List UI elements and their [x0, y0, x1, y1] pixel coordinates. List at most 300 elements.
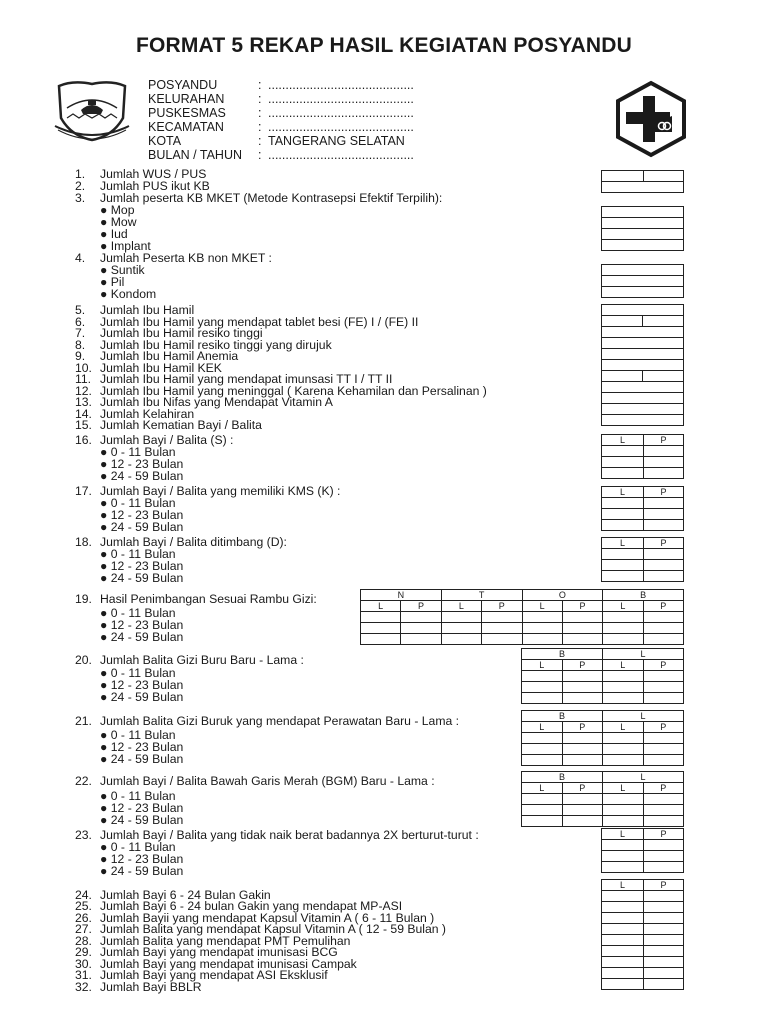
- item-number: 27.: [75, 922, 92, 936]
- item-number: 16.: [75, 433, 92, 447]
- bullet-icon: ●: [100, 789, 108, 803]
- field-label: KELURAHAN: [148, 92, 225, 106]
- item-number: 4.: [75, 251, 86, 265]
- field-label: KOTA: [148, 134, 182, 148]
- col-header-t: T: [441, 590, 522, 601]
- cell[interactable]: [644, 560, 684, 571]
- item-text: Hasil Penimbangan Sesuai Rambu Gizi:: [100, 592, 317, 606]
- sub-item-label: Pil: [110, 275, 125, 289]
- item-text: Jumlah Bayi / Balita yang tidak naik berat badannya 2X berturut-turut :: [100, 828, 479, 842]
- sub-item-label: 12 - 23 Bulan: [110, 559, 184, 573]
- item-number: 29.: [75, 945, 92, 959]
- cell[interactable]: [644, 549, 684, 560]
- bullet-icon: ●: [100, 571, 108, 585]
- cell[interactable]: [602, 498, 644, 509]
- cell[interactable]: [602, 520, 644, 531]
- grid-item-18: [601, 537, 684, 582]
- cell[interactable]: [522, 693, 563, 704]
- bullet-icon: ●: [100, 840, 108, 854]
- bullet-icon: ●: [100, 606, 108, 620]
- cell[interactable]: [562, 755, 603, 766]
- item-number: 21.: [75, 714, 92, 728]
- sub-item-label: 12 - 23 Bulan: [110, 508, 184, 522]
- sub-item-label: 0 - 11 Bulan: [110, 789, 176, 803]
- cell[interactable]: [602, 549, 644, 560]
- cell[interactable]: [441, 612, 481, 623]
- sub-item-label: 0 - 11 Bulan: [110, 445, 176, 459]
- cell[interactable]: [562, 612, 602, 623]
- cell[interactable]: [643, 612, 683, 623]
- cell[interactable]: [644, 957, 684, 968]
- col-header-l: L: [603, 660, 644, 671]
- bullet-icon: ●: [100, 678, 108, 692]
- cell[interactable]: [643, 693, 684, 704]
- cell[interactable]: [562, 693, 603, 704]
- cell[interactable]: [602, 935, 644, 946]
- item-number: 11.: [75, 372, 92, 386]
- cell[interactable]: [441, 623, 481, 634]
- item-number: 12.: [75, 384, 92, 398]
- cell[interactable]: [522, 805, 563, 816]
- bullet-icon: ●: [100, 666, 108, 680]
- cell[interactable]: [602, 902, 644, 913]
- city-seal-logo: [53, 78, 131, 144]
- col-header-p: P: [644, 487, 684, 498]
- cell[interactable]: [602, 404, 684, 415]
- cell[interactable]: [562, 733, 603, 744]
- cell[interactable]: [603, 693, 644, 704]
- item-number: 18.: [75, 535, 92, 549]
- cell[interactable]: [602, 393, 684, 404]
- cell[interactable]: [644, 924, 684, 935]
- cell[interactable]: [643, 755, 684, 766]
- cell[interactable]: [643, 623, 683, 634]
- col-header-p: P: [643, 722, 684, 733]
- item-number: 2.: [75, 179, 86, 193]
- item-number: 30.: [75, 957, 92, 971]
- sub-item-label: 24 - 59 Bulan: [110, 752, 184, 766]
- bullet-icon: ●: [100, 445, 108, 459]
- item-text: Jumlah Balita yang mendapat PMT Pemulihan: [100, 934, 351, 948]
- grid-item-17: [601, 486, 684, 531]
- cell[interactable]: [603, 794, 644, 805]
- field-label: POSYANDU: [148, 78, 218, 92]
- sub-item-label: 24 - 59 Bulan: [110, 813, 184, 827]
- cell[interactable]: [562, 794, 603, 805]
- item-text: Jumlah Balita Gizi Buruk yang mendapat Perawatan Baru - Lama :: [100, 714, 460, 728]
- item-number: 13.: [75, 395, 92, 409]
- bullet-icon: ●: [100, 508, 108, 522]
- cell[interactable]: [602, 349, 684, 360]
- item-number: 6.: [75, 315, 86, 329]
- col-header-p: P: [482, 601, 522, 612]
- grid-items-5-15: [601, 304, 684, 426]
- item-text: Jumlah Ibu Hamil resiko tinggi: [100, 326, 263, 340]
- bullet-icon: ●: [100, 630, 108, 644]
- grid-item-16: [601, 434, 684, 479]
- cell[interactable]: [562, 671, 603, 682]
- item-text: Jumlah Kematian Bayi / Balita: [100, 418, 262, 432]
- cell[interactable]: [602, 924, 644, 935]
- cell[interactable]: [603, 755, 644, 766]
- item-text: Jumlah Ibu Hamil yang mendapat tablet besi (FE) I / (FE) II: [100, 315, 419, 329]
- cell[interactable]: [643, 371, 684, 382]
- cell[interactable]: [644, 913, 684, 924]
- cell[interactable]: [522, 794, 563, 805]
- cell[interactable]: [522, 612, 562, 623]
- field-colon: :: [258, 134, 262, 148]
- col-header-l: L: [602, 829, 644, 840]
- cell[interactable]: [644, 979, 684, 990]
- cell[interactable]: [562, 623, 602, 634]
- item-text: Jumlah Bayi yang mendapat imunisasi BCG: [100, 945, 338, 959]
- col-header-l: L: [602, 880, 644, 891]
- sub-item-label: 0 - 11 Bulan: [110, 606, 176, 620]
- cell[interactable]: [644, 968, 684, 979]
- col-header-p: P: [644, 435, 684, 446]
- cell[interactable]: [603, 816, 644, 827]
- cell[interactable]: [643, 671, 684, 682]
- cell[interactable]: [644, 468, 684, 479]
- item-text: Jumlah WUS / PUS: [100, 167, 207, 181]
- cell[interactable]: [603, 805, 644, 816]
- col-header-p: P: [562, 783, 603, 794]
- col-header-l: L: [522, 601, 562, 612]
- grid-items-24-32: [601, 879, 684, 990]
- cell[interactable]: [644, 509, 684, 520]
- cell[interactable]: [644, 498, 684, 509]
- cell[interactable]: [602, 327, 684, 338]
- sub-item-label: 12 - 23 Bulan: [110, 457, 184, 471]
- field-value: ..........................................: [268, 106, 414, 120]
- item-number: 5.: [75, 303, 86, 317]
- cell[interactable]: [644, 457, 684, 468]
- field-colon: :: [258, 148, 262, 162]
- cell[interactable]: [602, 913, 644, 924]
- cell[interactable]: [602, 382, 684, 393]
- grid-item-20: [521, 648, 684, 704]
- bullet-icon: ●: [100, 801, 108, 815]
- cell[interactable]: [602, 851, 644, 862]
- item-text: Jumlah Kelahiran: [100, 407, 195, 421]
- cell[interactable]: [482, 634, 522, 645]
- item-text: Jumlah peserta KB MKET (Metode Kontrasepsi Efektif Terpilih):: [100, 191, 443, 205]
- sub-item-label: 12 - 23 Bulan: [110, 740, 184, 754]
- cell[interactable]: [603, 744, 644, 755]
- field-label: PUSKESMAS: [148, 106, 226, 120]
- item-text: Jumlah Ibu Hamil KEK: [100, 361, 222, 375]
- item-text: Jumlah Bayi 6 - 24 Bulan Gakin: [100, 888, 271, 902]
- item-number: 17.: [75, 484, 92, 498]
- cell[interactable]: [522, 733, 563, 744]
- cell[interactable]: [602, 218, 684, 229]
- cell[interactable]: [522, 816, 563, 827]
- field-colon: :: [258, 106, 262, 120]
- cell[interactable]: [602, 468, 644, 479]
- grid-item-21: [521, 710, 684, 766]
- bullet-icon: ●: [100, 287, 108, 301]
- cell[interactable]: [644, 902, 684, 913]
- cell[interactable]: [401, 612, 441, 623]
- cell[interactable]: [361, 634, 401, 645]
- cell[interactable]: [643, 682, 684, 693]
- col-header-l: L: [603, 783, 644, 794]
- cell[interactable]: [602, 207, 684, 218]
- sub-item-label: 12 - 23 Bulan: [110, 678, 184, 692]
- item-text: Jumlah Ibu Hamil yang meninggal ( Karena Kehamilan dan Persalinan ): [100, 384, 487, 398]
- cell[interactable]: [602, 360, 684, 371]
- cell[interactable]: [602, 979, 644, 990]
- field-colon: :: [258, 78, 262, 92]
- item-text: Jumlah Ibu Hamil yang mendapat imunsasi TT I / TT II: [100, 372, 393, 386]
- col-header-l: L: [603, 601, 643, 612]
- item-text: Jumlah Bayi BBLR: [100, 980, 202, 994]
- bullet-icon: ●: [100, 740, 108, 754]
- cell[interactable]: [644, 946, 684, 957]
- field-value: TANGERANG SELATAN: [268, 134, 405, 148]
- sub-item-label: 0 - 11 Bulan: [110, 840, 176, 854]
- cell[interactable]: [482, 623, 522, 634]
- cell[interactable]: [602, 415, 684, 426]
- cell[interactable]: [643, 634, 683, 645]
- sub-item-label: 0 - 11 Bulan: [110, 728, 176, 742]
- field-value: ..........................................: [268, 120, 414, 134]
- cell[interactable]: [644, 446, 684, 457]
- cell[interactable]: [644, 862, 684, 873]
- cell[interactable]: [603, 612, 643, 623]
- col-header-p: P: [643, 601, 683, 612]
- cell[interactable]: [441, 634, 481, 645]
- grid-items-1-2: [601, 170, 684, 193]
- cell[interactable]: [522, 671, 563, 682]
- item-number: 9.: [75, 349, 86, 363]
- item-number: 10.: [75, 361, 92, 375]
- col-header-l: L: [602, 435, 644, 446]
- col-header-p: P: [643, 660, 684, 671]
- col-header-p: P: [562, 722, 603, 733]
- sub-item-label: 0 - 11 Bulan: [110, 496, 176, 510]
- item-number: 32.: [75, 980, 92, 994]
- cell[interactable]: [644, 171, 684, 182]
- item-text: Jumlah Ibu Hamil Anemia: [100, 349, 239, 363]
- cell[interactable]: [562, 634, 602, 645]
- sub-item-label: 0 - 11 Bulan: [110, 666, 176, 680]
- cell[interactable]: [482, 612, 522, 623]
- bullet-icon: ●: [100, 469, 108, 483]
- item-text: Jumlah Bayi / Balita (S) :: [100, 433, 234, 447]
- cell[interactable]: [401, 634, 441, 645]
- cell[interactable]: [602, 265, 684, 276]
- bullet-icon: ●: [100, 457, 108, 471]
- cell[interactable]: [602, 305, 684, 316]
- col-header-l: L: [522, 660, 563, 671]
- item-text: Jumlah Bayii yang mendapat Kapsul Vitamin A ( 6 - 11 Bulan ): [100, 911, 435, 925]
- cell[interactable]: [643, 816, 684, 827]
- sub-item-label: Mow: [110, 215, 137, 229]
- cell[interactable]: [644, 520, 684, 531]
- col-header-p: P: [644, 829, 684, 840]
- bullet-icon: ●: [100, 559, 108, 573]
- cell[interactable]: [644, 571, 684, 582]
- cell[interactable]: [602, 182, 684, 193]
- grid-item-3: [601, 206, 684, 251]
- field-value: ..........................................: [268, 78, 414, 92]
- cell[interactable]: [522, 682, 563, 693]
- cell[interactable]: [522, 744, 563, 755]
- sub-item-label: Suntik: [110, 263, 145, 277]
- sub-item-label: 0 - 11 Bulan: [110, 547, 176, 561]
- col-header-p: P: [644, 538, 684, 549]
- item-number: 23.: [75, 828, 92, 842]
- bullet-icon: ●: [100, 813, 108, 827]
- item-number: 24.: [75, 888, 92, 902]
- bullet-icon: ●: [100, 496, 108, 510]
- item-number: 14.: [75, 407, 92, 421]
- cell[interactable]: [602, 560, 644, 571]
- grid-item-19: [360, 589, 684, 645]
- item-text: Jumlah Ibu Hamil: [100, 303, 195, 317]
- sub-item-label: 12 - 23 Bulan: [110, 852, 184, 866]
- item-number: 15.: [75, 418, 92, 432]
- cell[interactable]: [602, 457, 644, 468]
- cell[interactable]: [602, 316, 643, 327]
- sub-item-label: 24 - 59 Bulan: [110, 864, 184, 878]
- col-header-p: P: [562, 660, 603, 671]
- item-text: Jumlah Bayi 6 - 24 bulan Gakin yang mendapat MP-ASI: [100, 899, 403, 913]
- col-header-l: L: [441, 601, 481, 612]
- field-value: ..........................................: [268, 148, 414, 162]
- item-text: Jumlah Bayi / Balita yang memiliki KMS (K) :: [100, 484, 341, 498]
- grid-item-4: [601, 264, 684, 298]
- item-text: Jumlah Bayi / Balita ditimbang (D):: [100, 535, 287, 549]
- item-number: 25.: [75, 899, 92, 913]
- item-number: 22.: [75, 774, 92, 788]
- col-header-l: L: [361, 601, 401, 612]
- col-header-l: L: [522, 783, 563, 794]
- sub-item-label: Implant: [110, 239, 151, 253]
- item-number: 26.: [75, 911, 92, 925]
- cell[interactable]: [602, 968, 644, 979]
- bullet-icon: ●: [100, 690, 108, 704]
- col-header-b: B: [522, 711, 603, 722]
- item-text: Jumlah Bayi / Balita Bawah Garis Merah (BGM) Baru - Lama :: [100, 774, 435, 788]
- sub-item-label: Mop: [110, 203, 135, 217]
- col-header-p: P: [644, 880, 684, 891]
- sub-item-label: 24 - 59 Bulan: [110, 571, 184, 585]
- cell[interactable]: [361, 612, 401, 623]
- cell[interactable]: [644, 891, 684, 902]
- bullet-icon: ●: [100, 547, 108, 561]
- cell[interactable]: [522, 623, 562, 634]
- grid-item-23: [601, 828, 684, 873]
- cell[interactable]: [602, 240, 684, 251]
- bullet-icon: ●: [100, 752, 108, 766]
- item-text: Jumlah Ibu Nifas yang Mendapat Vitamin A: [100, 395, 333, 409]
- item-text: Jumlah Ibu Hamil resiko tinggi yang dirujuk: [100, 338, 332, 352]
- col-header-l: L: [603, 772, 684, 783]
- item-number: 20.: [75, 653, 92, 667]
- field-label: BULAN / TAHUN: [148, 148, 243, 162]
- sub-item-label: Kondom: [110, 287, 157, 301]
- cell[interactable]: [602, 371, 643, 382]
- sub-item-label: 12 - 23 Bulan: [110, 801, 184, 815]
- cell[interactable]: [644, 851, 684, 862]
- cell[interactable]: [644, 935, 684, 946]
- col-header-b: B: [603, 590, 684, 601]
- col-header-l: L: [603, 649, 684, 660]
- bullet-icon: ●: [100, 728, 108, 742]
- cell[interactable]: [644, 840, 684, 851]
- cell[interactable]: [562, 744, 603, 755]
- cell[interactable]: [603, 733, 644, 744]
- cell[interactable]: [562, 805, 603, 816]
- sub-item-label: 24 - 59 Bulan: [110, 469, 184, 483]
- col-header-l: L: [602, 538, 644, 549]
- bullet-icon: ●: [100, 203, 108, 217]
- cell[interactable]: [602, 446, 644, 457]
- sub-item-label: Iud: [110, 227, 128, 241]
- cell[interactable]: [602, 229, 684, 240]
- item-number: 31.: [75, 968, 92, 982]
- cell[interactable]: [602, 891, 644, 902]
- col-header-l: L: [602, 487, 644, 498]
- col-header-l: L: [603, 711, 684, 722]
- cell[interactable]: [603, 634, 643, 645]
- cell[interactable]: [602, 338, 684, 349]
- cell[interactable]: [602, 957, 644, 968]
- cell[interactable]: [602, 571, 644, 582]
- sub-item-label: 12 - 23 Bulan: [110, 618, 184, 632]
- col-header-p: P: [643, 783, 684, 794]
- cell[interactable]: [643, 805, 684, 816]
- cell[interactable]: [643, 744, 684, 755]
- col-header-p: P: [562, 601, 602, 612]
- kb-logo: [612, 80, 690, 158]
- cell[interactable]: [602, 862, 644, 873]
- col-header-b: B: [522, 649, 603, 660]
- cell[interactable]: [603, 671, 644, 682]
- cell[interactable]: [602, 287, 684, 298]
- col-header-l: L: [522, 722, 563, 733]
- cell[interactable]: [643, 733, 684, 744]
- cell[interactable]: [602, 509, 644, 520]
- cell[interactable]: [603, 682, 644, 693]
- cell[interactable]: [643, 794, 684, 805]
- item-number: 7.: [75, 326, 86, 340]
- cell[interactable]: [522, 755, 563, 766]
- cell[interactable]: [602, 171, 644, 182]
- item-number: 28.: [75, 934, 92, 948]
- cell[interactable]: [643, 316, 684, 327]
- cell[interactable]: [562, 816, 603, 827]
- cell[interactable]: [401, 623, 441, 634]
- bullet-icon: ●: [100, 239, 108, 253]
- bullet-icon: ●: [100, 275, 108, 289]
- cell[interactable]: [602, 840, 644, 851]
- cell[interactable]: [602, 946, 644, 957]
- cell[interactable]: [562, 682, 603, 693]
- cell[interactable]: [603, 623, 643, 634]
- cell[interactable]: [602, 276, 684, 287]
- bullet-icon: ●: [100, 864, 108, 878]
- col-header-b: B: [522, 772, 603, 783]
- cell[interactable]: [361, 623, 401, 634]
- item-text: Jumlah Peserta KB non MKET :: [100, 251, 272, 265]
- item-number: 8.: [75, 338, 86, 352]
- item-text: Jumlah Balita Gizi Buru Baru - Lama :: [100, 653, 304, 667]
- bullet-icon: ●: [100, 852, 108, 866]
- cell[interactable]: [522, 634, 562, 645]
